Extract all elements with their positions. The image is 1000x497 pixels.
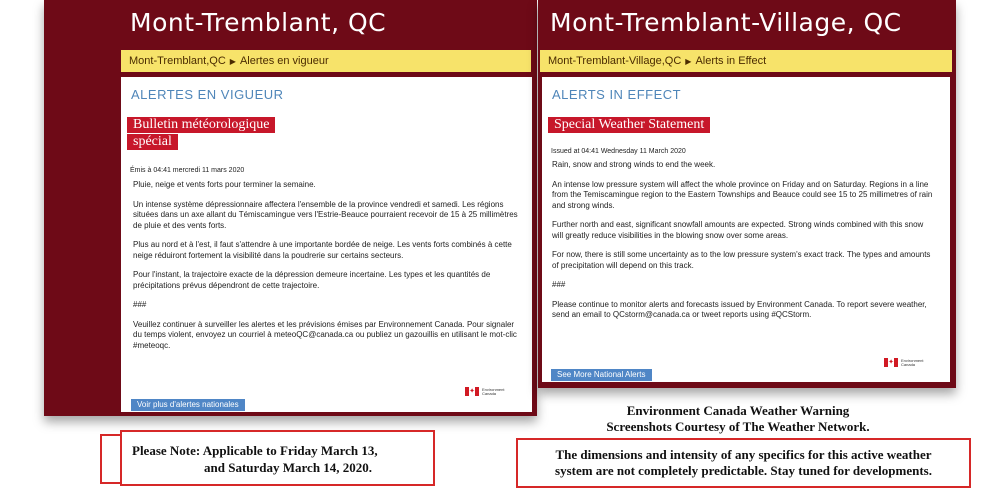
credit-line: Environment Canada Weather Warning — [626, 403, 850, 418]
alert-paragraph: Pour l'instant, la trajectoire exacte de la dépression demeure incertaine. Les types et les quantités de précipitations prévus dépendront de cette trajectoire. — [133, 270, 491, 290]
more-national-alerts-button[interactable]: Voir plus d'alertes nationales — [131, 399, 245, 411]
page-title: Mont-Tremblant, QC — [130, 8, 387, 37]
breadcrumb-location-link[interactable]: Mont-Tremblant,QC — [129, 55, 226, 67]
alert-card — [121, 77, 532, 412]
breadcrumb — [121, 50, 531, 72]
note-line: and Saturday March 14, 2020. — [204, 460, 373, 475]
alert-paragraph: Plus au nord et à l'est, il faut s'attendre à une importante bordée de neige. Les vents forts combinés à cette neige réduiront fortement la visibilité dans la poudrerie sur certains secteurs. — [133, 240, 512, 260]
alert-paragraph: Please continue to monitor alerts and forecasts issued by Environment Canada. To report severe weather, send an email to QCstorm@canada.ca or tweet reports using #QCStorm. — [552, 299, 927, 319]
credit-line: Screenshots Courtesy of The Weather Network. — [606, 419, 870, 434]
page-title: Mont-Tremblant-Village, QC — [550, 8, 902, 37]
alert-paragraph: Pluie, neige et vents forts pour terminer la semaine. — [133, 180, 316, 189]
more-national-alerts-button[interactable]: See More National Alerts — [551, 369, 652, 381]
canada-flag-icon: ✦ — [884, 358, 898, 367]
alert-paragraph: For now, there is still some uncertainty as to the low pressure system's exact track. The types and amounts of precipitation will depend on this track. — [552, 250, 931, 270]
alert-paragraph: Further north and east, significant snowfall amounts are expected. Strong winds combined with this snow will greatly reduce visibilities in the blowing snow over some areas. — [552, 220, 924, 240]
alert-paragraph: An intense low pressure system will affect the whole province on Friday and on Saturday. Regions in a line from the Temiscamingue region to the Eastern Townships and Beauce could see 15 to 25 millimetres of rain and strong winds. — [552, 179, 933, 210]
issued-timestamp: Issued at 04:41 Wednesday 11 March 2020 — [551, 148, 686, 155]
english-alert-panel — [538, 0, 956, 388]
alert-paragraph: Veuillez continuer à surveiller les alertes et les prévisions émises par Environnement Canada. Pour signaler du temps violent, envoyez un courriel à meteoQC@canada.ca ou publiez un gazouillis en utilisant le mot-clic #meteoqc. — [133, 319, 517, 350]
alert-paragraph: ### — [133, 300, 147, 309]
chevron-right-icon: ▶ — [229, 57, 236, 66]
alert-card — [542, 77, 950, 382]
chevron-right-icon: ▶ — [685, 57, 692, 66]
disclaimer-line: system are not completely predictable. Stay tuned for developments. — [555, 463, 932, 478]
alert-body — [552, 160, 936, 330]
breadcrumb-current: Alerts in Effect — [695, 55, 767, 67]
alert-paragraph: ### — [552, 280, 566, 289]
forecast-disclaimer — [516, 438, 971, 488]
breadcrumb-current: Alertes en vigueur — [239, 55, 329, 67]
canada-flag-icon: ✦ — [465, 387, 479, 396]
breadcrumb — [540, 50, 952, 72]
note-accent-frame — [100, 434, 122, 484]
note-line: Please Note: Applicable to Friday March 13, — [132, 443, 378, 458]
disclaimer-line: The dimensions and intensity of any specifics for this active weather — [555, 447, 932, 462]
alert-body — [133, 180, 518, 360]
logo-text: Environment Canada — [482, 386, 505, 396]
issued-timestamp: Émis à 04:41 mercredi 11 mars 2020 — [130, 167, 245, 174]
alert-type-tag: Bulletin météorologique — [127, 117, 275, 133]
breadcrumb-location-link[interactable]: Mont-Tremblant-Village,QC — [548, 55, 682, 67]
environment-canada-logo — [465, 387, 504, 396]
environment-canada-logo — [884, 358, 923, 367]
screenshot-credit — [568, 403, 908, 435]
alert-type-tag: Special Weather Statement — [548, 117, 710, 133]
french-alert-panel — [44, 0, 537, 416]
alerts-heading: ALERTS IN EFFECT — [552, 87, 682, 102]
logo-text: Environment Canada — [901, 357, 924, 367]
alerts-heading: ALERTES EN VIGUEUR — [131, 87, 284, 102]
alert-paragraph: Un intense système dépressionnaire affectera l'ensemble de la province vendredi et samedi. Les régions situées dans un axe allant du Témiscamingue vers l'Estrie-Beauce pourraient recevoir de 15 à 25 millimètres de pluie et des vents forts. — [133, 199, 518, 230]
alert-paragraph: Rain, snow and strong winds to end the week. — [552, 160, 716, 169]
applicability-note — [120, 430, 435, 486]
alert-type-tag-line2: spécial — [127, 134, 178, 150]
